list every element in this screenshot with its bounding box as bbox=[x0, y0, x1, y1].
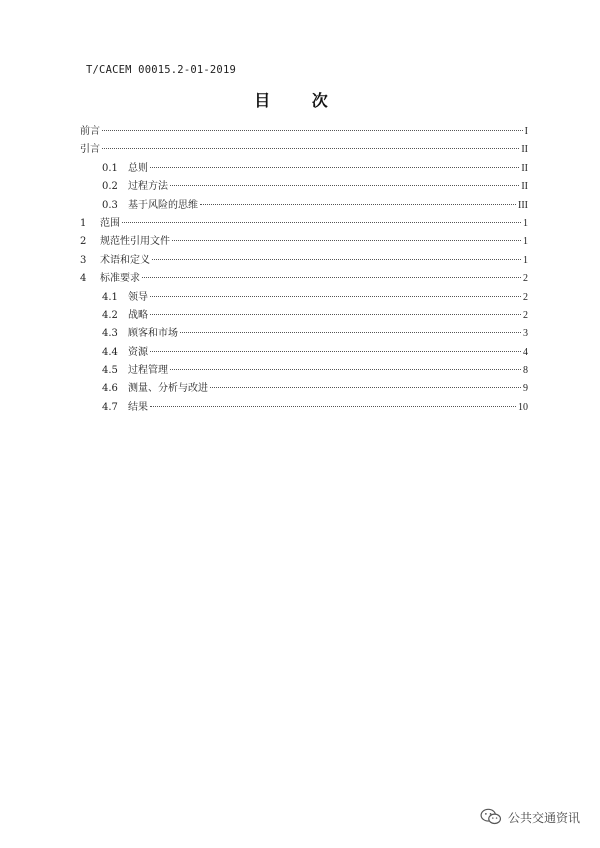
toc-leader-dots bbox=[150, 406, 516, 407]
toc-entry-page: 10 bbox=[518, 401, 528, 413]
toc-leader-dots bbox=[210, 387, 521, 388]
toc-entry-label: 前言 bbox=[80, 126, 100, 137]
toc-entry-label: 结果 bbox=[128, 401, 148, 413]
toc-entry[interactable] bbox=[80, 215, 528, 233]
toc-entry-label: 规范性引用文件 bbox=[100, 236, 170, 248]
toc-entry-label: 标准要求 bbox=[100, 273, 140, 285]
toc-entry-label: 过程管理 bbox=[128, 365, 168, 377]
toc-entry-number: 0.2 bbox=[102, 181, 118, 193]
toc-entry[interactable] bbox=[80, 380, 528, 398]
toc-entry-label: 战略 bbox=[128, 309, 148, 321]
toc-entry-number: 4.2 bbox=[102, 309, 118, 321]
toc-entry[interactable] bbox=[80, 362, 528, 380]
toc-entry-label: 总则 bbox=[128, 162, 148, 174]
toc-entry-label: 顾客和市场 bbox=[128, 328, 178, 340]
toc-leader-dots bbox=[102, 130, 523, 131]
watermark-text: 公共交通资讯 bbox=[507, 810, 580, 825]
toc-entry[interactable] bbox=[80, 270, 528, 288]
toc-entry-number: 4.1 bbox=[102, 291, 118, 303]
toc-entry[interactable] bbox=[80, 399, 528, 417]
toc-entry-page: II bbox=[521, 162, 528, 174]
toc-leader-dots bbox=[150, 314, 521, 315]
watermark bbox=[480, 808, 580, 826]
toc-entry-page: 1 bbox=[523, 217, 528, 229]
toc-entry[interactable] bbox=[80, 344, 528, 362]
toc-leader-dots bbox=[150, 167, 519, 168]
toc-entry-label: 过程方法 bbox=[128, 181, 168, 193]
toc-leader-dots bbox=[150, 296, 521, 297]
toc-leader-dots bbox=[150, 351, 521, 352]
toc-leader-dots bbox=[170, 369, 521, 370]
toc-entry-label: 资源 bbox=[128, 346, 148, 358]
toc-entry-page: 1 bbox=[523, 254, 528, 266]
toc-entry[interactable] bbox=[80, 141, 528, 159]
toc-entry-label: 领导 bbox=[128, 291, 148, 303]
toc-entry-number: 2 bbox=[80, 236, 87, 248]
toc-entry[interactable] bbox=[80, 252, 528, 270]
document-code: T/CACEM 00015.2-01-2019 bbox=[86, 64, 236, 76]
toc-entry-page: 4 bbox=[523, 346, 528, 358]
toc-entry-number: 4 bbox=[80, 273, 87, 285]
toc-entry-number: 1 bbox=[80, 217, 87, 229]
toc-entry-number: 3 bbox=[80, 254, 87, 266]
toc-entry-label: 测量、分析与改进 bbox=[128, 383, 208, 395]
toc-entry[interactable] bbox=[80, 178, 528, 196]
toc-entry-label: 引言 bbox=[80, 144, 100, 156]
toc-entry-number: 4.5 bbox=[102, 365, 118, 377]
toc-entry-label: 范围 bbox=[100, 217, 120, 229]
toc-leader-dots bbox=[142, 277, 521, 278]
toc-entry[interactable] bbox=[80, 160, 528, 178]
toc-entry-number: 4.6 bbox=[102, 383, 118, 395]
toc-entry-number: 4.3 bbox=[102, 328, 118, 340]
toc-leader-dots bbox=[180, 332, 521, 333]
toc-entry-page: 9 bbox=[523, 383, 528, 395]
toc-leader-dots bbox=[102, 148, 519, 149]
wechat-icon bbox=[480, 808, 502, 826]
toc-entry-page: 2 bbox=[523, 309, 528, 321]
toc-entry-label: 术语和定义 bbox=[100, 254, 150, 266]
toc-entry-page: II bbox=[521, 181, 528, 193]
toc-entry-number: 4.7 bbox=[102, 401, 118, 413]
toc-entry-page: 2 bbox=[523, 273, 528, 285]
toc-entry-page: 2 bbox=[523, 291, 528, 303]
toc-leader-dots bbox=[200, 204, 516, 205]
toc-leader-dots bbox=[170, 185, 519, 186]
toc-entry[interactable] bbox=[80, 307, 528, 325]
toc-entry-page: II bbox=[521, 144, 528, 156]
page-title: 目 次 bbox=[254, 91, 346, 110]
toc-entry-page: I bbox=[524, 126, 528, 137]
toc-leader-dots bbox=[152, 259, 521, 260]
toc-entry[interactable] bbox=[80, 289, 528, 307]
toc-entry-label: 基于风险的思维 bbox=[128, 199, 198, 211]
toc-entry[interactable] bbox=[80, 325, 528, 343]
toc-entry-page: 8 bbox=[523, 365, 528, 377]
toc-entry-number: 4.4 bbox=[102, 346, 118, 358]
toc-leader-dots bbox=[122, 222, 521, 223]
toc-entry[interactable] bbox=[80, 197, 528, 215]
toc-entry[interactable] bbox=[80, 123, 528, 141]
toc-leader-dots bbox=[172, 240, 521, 241]
table-of-contents bbox=[80, 123, 528, 417]
toc-entry[interactable] bbox=[80, 233, 528, 251]
toc-entry-number: 0.1 bbox=[102, 162, 118, 174]
toc-entry-page: 3 bbox=[523, 328, 528, 340]
toc-entry-page: III bbox=[518, 199, 528, 211]
toc-entry-page: 1 bbox=[523, 236, 528, 248]
toc-entry-number: 0.3 bbox=[102, 199, 118, 211]
